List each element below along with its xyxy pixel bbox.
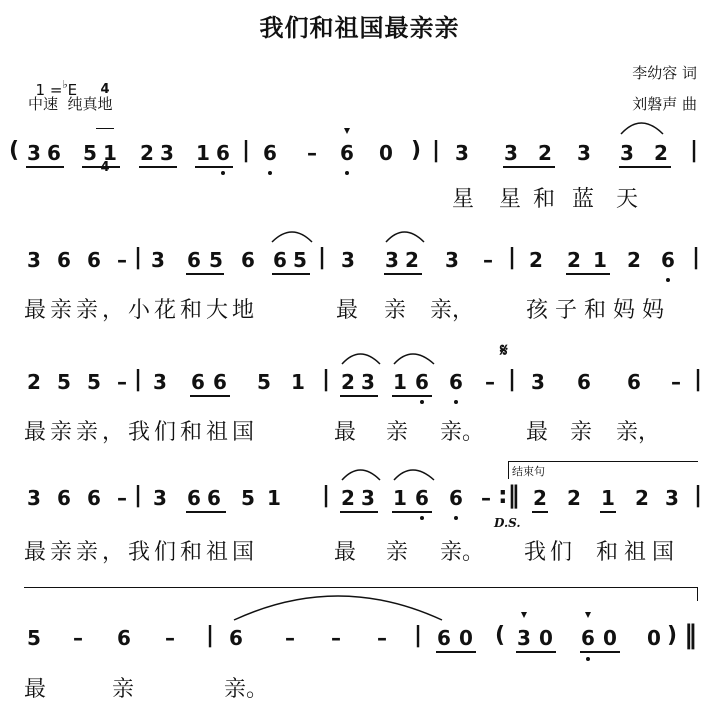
- beam: [384, 273, 422, 275]
- lyric: 和: [533, 187, 556, 212]
- lyric: 蓝: [572, 187, 595, 212]
- beam: [139, 166, 177, 168]
- ending-bracket-tick: [508, 461, 509, 479]
- note: 5: [209, 248, 223, 272]
- beam: [619, 166, 671, 168]
- final-barline: ‖: [684, 620, 697, 650]
- barline: |: [693, 483, 703, 508]
- note: 3: [531, 370, 545, 394]
- low-octave-dot: [268, 171, 272, 175]
- note: 3: [577, 141, 591, 165]
- lyric: 最: [24, 677, 47, 702]
- beam: [566, 273, 610, 275]
- note: 3: [455, 141, 469, 165]
- note: 2: [140, 141, 154, 165]
- note: 6: [577, 370, 591, 394]
- barline: |: [133, 245, 143, 270]
- flat-icon: ♭: [62, 78, 68, 91]
- note: 5: [87, 370, 101, 394]
- lyric: 孩子和妈妈: [526, 298, 672, 323]
- note: 5: [257, 370, 271, 394]
- lyric: 亲。: [224, 677, 269, 702]
- note: 2: [538, 141, 552, 165]
- note: 1: [103, 141, 117, 165]
- ending-label: 结束句: [512, 465, 545, 478]
- note: 6: [241, 248, 255, 272]
- slur: [394, 354, 434, 364]
- lyric: 亲。: [440, 420, 485, 445]
- note: 3: [504, 141, 518, 165]
- note: 6: [627, 370, 641, 394]
- dash: –: [117, 486, 127, 510]
- note: 6: [87, 248, 101, 272]
- note: 6: [273, 248, 287, 272]
- lyric: 最亲亲，我们和祖国: [24, 540, 259, 565]
- beam: [392, 395, 432, 397]
- dash: –: [331, 626, 341, 650]
- lyric: 亲: [386, 420, 409, 445]
- barline: |: [689, 138, 699, 163]
- note: 2: [627, 248, 641, 272]
- beam: [436, 651, 476, 653]
- note: 2: [533, 486, 547, 510]
- ending-bracket-tick: [697, 587, 698, 601]
- dash: –: [485, 370, 495, 394]
- note: 6: [187, 248, 201, 272]
- ds-marking: D.S.: [494, 516, 521, 530]
- note: 3: [27, 486, 41, 510]
- lyric: 和祖国: [596, 540, 681, 565]
- note: 6: [213, 370, 227, 394]
- slur: [342, 354, 380, 364]
- composer-credit: 刘磐声 曲: [632, 95, 697, 113]
- note: 6: [415, 486, 429, 510]
- dash: –: [481, 486, 491, 510]
- note: 6: [415, 370, 429, 394]
- dash: –: [73, 626, 83, 650]
- note: 3: [27, 248, 41, 272]
- paren-open: (: [494, 623, 506, 648]
- note: 3: [445, 248, 459, 272]
- low-octave-dot: [345, 171, 349, 175]
- note: 6: [449, 486, 463, 510]
- beam: [340, 395, 378, 397]
- beam: [532, 511, 548, 513]
- accent-mark: [521, 612, 527, 618]
- barline: |: [507, 245, 517, 270]
- note: 6: [216, 141, 230, 165]
- dash: –: [307, 141, 317, 165]
- time-top: 4: [100, 82, 110, 97]
- beam: [392, 511, 432, 513]
- beam: [516, 651, 556, 653]
- note: 3: [341, 248, 355, 272]
- lyric: 亲，: [616, 420, 661, 445]
- lyric: 天: [616, 187, 639, 212]
- paren-close: ): [410, 138, 422, 163]
- note: 2: [341, 486, 355, 510]
- low-octave-dot: [454, 400, 458, 404]
- note: 3: [153, 486, 167, 510]
- lyric: 亲: [386, 540, 409, 565]
- beam: [340, 511, 378, 513]
- beam: [580, 651, 620, 653]
- note: 3: [517, 626, 531, 650]
- song-title: 我们和祖国最亲亲: [259, 14, 460, 42]
- note: 3: [620, 141, 634, 165]
- note: 2: [567, 248, 581, 272]
- beam: [190, 395, 230, 397]
- rest: 0: [459, 626, 473, 650]
- note: 6: [47, 141, 61, 165]
- lyric: 亲: [384, 298, 407, 323]
- lyric: 亲，: [430, 298, 475, 323]
- segno-icon: 𝄋: [500, 340, 508, 361]
- lyric: 最: [336, 298, 359, 323]
- note: 5: [241, 486, 255, 510]
- barline: |: [205, 623, 215, 648]
- note: 3: [665, 486, 679, 510]
- low-octave-dot: [420, 516, 424, 520]
- note: 3: [361, 486, 375, 510]
- low-octave-dot: [221, 171, 225, 175]
- beam: [272, 273, 310, 275]
- beam: [186, 273, 224, 275]
- note: 6: [449, 370, 463, 394]
- note: 6: [87, 486, 101, 510]
- note: 6: [117, 626, 131, 650]
- rest: 0: [603, 626, 617, 650]
- tie: [234, 596, 442, 620]
- lyric: 亲: [112, 677, 135, 702]
- barline: |: [317, 245, 327, 270]
- note: 2: [567, 486, 581, 510]
- repeat-end-barline: :‖: [498, 481, 520, 509]
- note: 5: [83, 141, 97, 165]
- low-octave-dot: [666, 278, 670, 282]
- note: 3: [151, 248, 165, 272]
- note: 1: [196, 141, 210, 165]
- note: 1: [393, 486, 407, 510]
- note: 1: [601, 486, 615, 510]
- dash: –: [117, 248, 127, 272]
- low-octave-dot: [586, 657, 590, 661]
- dash: –: [285, 626, 295, 650]
- lyric: 亲: [570, 420, 593, 445]
- note: 1: [291, 370, 305, 394]
- note: 2: [654, 141, 668, 165]
- note: 6: [187, 486, 201, 510]
- note: 1: [593, 248, 607, 272]
- tempo-marking: 中速 纯真地: [28, 95, 113, 113]
- low-octave-dot: [454, 516, 458, 520]
- note: 6: [57, 486, 71, 510]
- barline: |: [413, 623, 423, 648]
- note: 2: [27, 370, 41, 394]
- accent-mark: [344, 128, 350, 134]
- slur: [621, 123, 663, 134]
- lyric: 最: [334, 540, 357, 565]
- dash: –: [377, 626, 387, 650]
- dash: –: [165, 626, 175, 650]
- barline: |: [133, 483, 143, 508]
- dash: –: [117, 370, 127, 394]
- note: 6: [581, 626, 595, 650]
- dash: –: [483, 248, 493, 272]
- note: 2: [341, 370, 355, 394]
- low-octave-dot: [420, 400, 424, 404]
- time-signature: [96, 52, 114, 190]
- note: 5: [293, 248, 307, 272]
- note: 1: [267, 486, 281, 510]
- note: 3: [385, 248, 399, 272]
- barline: |: [321, 367, 331, 392]
- key-prefix: 1 =: [35, 81, 63, 99]
- note: 6: [661, 248, 675, 272]
- rest: 0: [539, 626, 553, 650]
- note: 3: [361, 370, 375, 394]
- lyric: 亲。: [440, 540, 485, 565]
- note: 2: [529, 248, 543, 272]
- barline: |: [321, 483, 331, 508]
- note: 2: [635, 486, 649, 510]
- beam: [600, 511, 616, 513]
- lyric: 最: [334, 420, 357, 445]
- dash: –: [671, 370, 681, 394]
- lyric: 星: [499, 187, 522, 212]
- note: 6: [191, 370, 205, 394]
- lyric: 最亲亲，我们和祖国: [24, 420, 259, 445]
- slur: [394, 470, 434, 480]
- slur: [272, 232, 312, 242]
- barline: |: [241, 138, 251, 163]
- paren-open: (: [8, 138, 20, 163]
- lyric: 星: [452, 187, 475, 212]
- note: 6: [207, 486, 221, 510]
- beam: [195, 166, 233, 168]
- beam: [82, 166, 120, 168]
- beam: [503, 166, 555, 168]
- lyric: 我们: [524, 540, 577, 565]
- note: 5: [57, 370, 71, 394]
- beam: [186, 511, 226, 513]
- note: 3: [160, 141, 174, 165]
- note: 6: [263, 141, 277, 165]
- lyricist-credit: 李幼容 词: [632, 64, 697, 82]
- beam: [26, 166, 64, 168]
- rest: 0: [379, 141, 393, 165]
- note: 1: [393, 370, 407, 394]
- barline: |: [431, 138, 441, 163]
- lyric: 最: [526, 420, 549, 445]
- barline: |: [693, 367, 703, 392]
- note: 2: [405, 248, 419, 272]
- note: 6: [340, 141, 354, 165]
- key-note: E: [67, 81, 78, 99]
- slur: [342, 470, 380, 480]
- note: 3: [153, 370, 167, 394]
- barline: |: [691, 245, 701, 270]
- note: 6: [57, 248, 71, 272]
- rest: 0: [647, 626, 661, 650]
- paren-close: ): [666, 623, 678, 648]
- note: 6: [229, 626, 243, 650]
- note: 5: [27, 626, 41, 650]
- note: 6: [437, 626, 451, 650]
- ending-bracket: [508, 461, 698, 462]
- lyric: 最亲亲，小花和大地: [24, 298, 259, 323]
- accent-mark: [585, 612, 591, 618]
- note: 3: [27, 141, 41, 165]
- barline: |: [507, 367, 517, 392]
- slur: [386, 232, 424, 242]
- barline: |: [133, 367, 143, 392]
- ending-bracket: [24, 587, 698, 588]
